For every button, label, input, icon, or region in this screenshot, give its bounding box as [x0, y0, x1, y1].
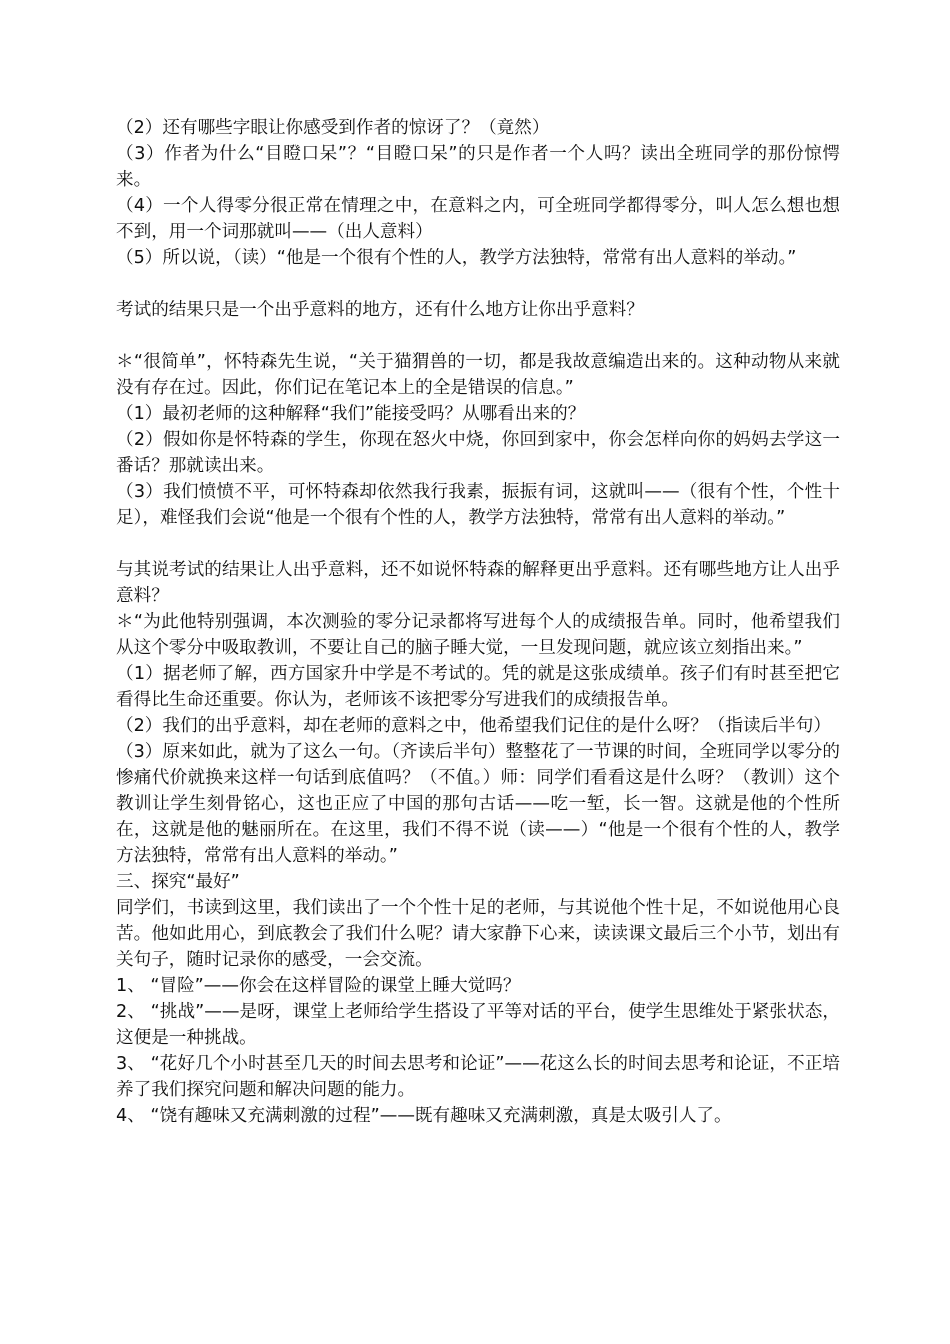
paragraph-quote-simple: ＊“很简单”，怀特森先生说，“关于猫猬兽的一切，都是我故意编造出来的。这种动物从来就没有存在过。因此，你们记在笔记本上的全是错误的信息。” — [116, 352, 840, 398]
list-item-adventure: 1、 “冒险”——你会在这样冒险的课堂上睡大觉吗？ — [116, 976, 521, 996]
paragraph-question-2: （2）还有哪些字眼让你感受到作者的惊讶了？（竟然） — [116, 118, 550, 138]
blank-line — [116, 323, 840, 349]
blank-line — [116, 531, 840, 557]
paragraph-sub-question-3: （3）我们愤愤不平，可怀特森却依然我行我素，振振有词，这就叫——（很有个性，个性十足），难怪我们会说“他是一个很有个性的人，教学方法独特，常常有出人意料的举动。” — [116, 482, 840, 528]
list-item-challenge: 2、 “挑战”——是呀，课堂上老师给学生搭设了平等对话的平台，使学生思维处于紧张状态，这便是一种挑战。 — [116, 1002, 840, 1048]
paragraph-sub-question-1: （1）最初老师的这种解释“我们”能接受吗？从哪看出来的？ — [116, 404, 586, 424]
list-item-think-prove: 3、 “花好几个小时甚至几天的时间去思考和论证”——花这么长的时间去思考和论证，不正培养了我们探究问题和解决问题的能力。 — [116, 1054, 840, 1100]
paragraph-quote-emphasis: ＊“为此他特别强调，本次测验的零分记录都将写进每个人的成绩报告单。同时，他希望我们从这个零分中吸取教训，不要让自己的脑子睡大觉，一旦发现问题，就应该立刻指出来。” — [116, 612, 840, 658]
paragraph-question-5: （5）所以说，（读）“他是一个很有个性的人，教学方法独特，常常有出人意料的举动。” — [116, 248, 797, 268]
list-item-interesting-process: 4、 “饶有趣味又充满刺激的过程”——既有趣味又充满刺激，真是太吸引人了。 — [116, 1106, 732, 1126]
paragraph-question-4: （4）一个人得零分很正常在情理之中，在意料之内，可全班同学都得零分，叫人怎么想也想不到，用一个词那就叫——（出人意料） — [116, 196, 840, 242]
paragraph-question-3: （3）作者为什么“目瞪口呆”？“目瞪口呆”的只是作者一个人吗？读出全班同学的那份惊愕来。 — [116, 144, 840, 190]
paragraph-teacher-expectation: （2）我们的出乎意料，却在老师的意料之中，他希望我们记住的是什么呀？（指读后半句） — [116, 716, 831, 736]
paragraph-intro-exploration: 同学们，书读到这里，我们读出了一个个性十足的老师，与其说他个性十足，不如说他用心良苦。他如此用心，到底教会了我们什么呢？请大家静下心来，读读课文最后三个小节，划出有关句子，随时记录你的感受，一会交流。 — [116, 898, 840, 970]
section-heading-explore-best: 三、探究“最好” — [116, 872, 240, 892]
paragraph-exam-result: 考试的结果只是一个出乎意料的地方，还有什么地方让你出乎意料？ — [116, 300, 644, 320]
document-page — [116, 115, 840, 1129]
paragraph-explanation: 与其说考试的结果让人出乎意料，还不如说怀特森的解释更出乎意料。还有哪些地方让人出乎意料？ — [116, 560, 840, 606]
paragraph-lesson: （3）原来如此，就为了这么一句。（齐读后半句）整整花了一节课的时间，全班同学以零分的惨痛代价就换来这样一句话到底值吗？（不值。）师：同学们看看这是什么呀？（教训）这个教训让学生刻骨铭心，这也正应了中国的那句古话——吃一堑，长一智。这就是他的个性所在，这就是他的魅丽所在。在这里，我们不得不说（读——）“他是一个很有个性的人，教学方法独特，常常有出人意料的举动。” — [116, 742, 840, 866]
paragraph-report-card: （1）据老师了解，西方国家升中学是不考试的。凭的就是这张成绩单。孩子们有时甚至把它看得比生命还重要。你认为，老师该不该把零分写进我们的成绩报告单。 — [116, 664, 840, 710]
blank-line — [116, 271, 840, 297]
paragraph-sub-question-2: （2）假如你是怀特森的学生，你现在怒火中烧，你回到家中，你会怎样向你的妈妈去学这一番话？那就读出来。 — [116, 430, 840, 476]
